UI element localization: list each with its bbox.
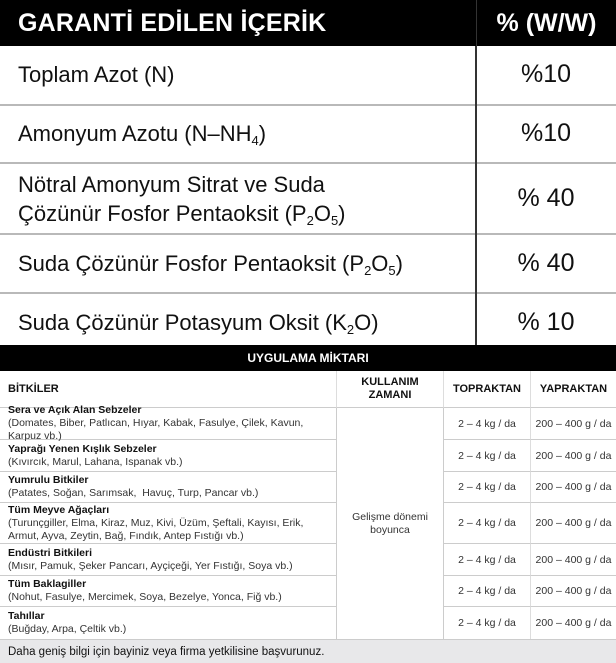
- header-soil: TOPRAKTAN: [444, 371, 531, 408]
- plant-group-detail: (Patates, Soğan, Sarımsak, Havuç, Turp, Pancar vb.): [8, 487, 259, 499]
- footer-note: Daha geniş bilgi için bayiniz veya firma yetkilisine başvurunuz.: [0, 639, 616, 663]
- soil-dose: 2 – 4 kg / da: [444, 544, 531, 576]
- plant-group-title: Sera ve Açık Alan Sebzeler: [8, 404, 142, 416]
- soil-dose: 2 – 4 kg / da: [444, 576, 531, 607]
- plant-row: [0, 576, 337, 607]
- component-value: %10: [520, 60, 572, 88]
- composition-row: [0, 294, 616, 345]
- composition-row: [0, 235, 616, 294]
- plant-row: [0, 472, 337, 503]
- name-text: O: [371, 251, 389, 276]
- header-foliar: YAPRAKTAN: [531, 371, 616, 408]
- subscript: 2: [346, 322, 355, 337]
- header-usage-time: [337, 371, 444, 408]
- application-table: [0, 371, 616, 639]
- composition-header: [0, 0, 616, 46]
- name-line: [18, 199, 346, 228]
- plant-row: [0, 544, 337, 576]
- header-usage-time-text: KULLANIM ZAMANI: [361, 376, 419, 401]
- plant-group-title: Yumrulu Bitkiler: [8, 474, 89, 486]
- name-text: Amonyum Azotu (N–NH: [18, 121, 252, 146]
- plant-row: [0, 607, 337, 639]
- plant-row: [0, 440, 337, 472]
- plant-group-detail: (Mısır, Pamuk, Şeker Pancarı, Ayçiçeği, Yer Fıstığı, Soya vb.): [8, 559, 293, 572]
- name-text: O): [354, 310, 379, 335]
- plant-group-detail: (Nohut, Fasulye, Mercimek, Soya, Bezelye, Yonca, Fiğ vb.): [8, 591, 282, 603]
- composition-row: [0, 106, 616, 164]
- name-line: Nötral Amonyum Sitrat ve Suda: [18, 172, 325, 197]
- component-name: [18, 119, 266, 148]
- name-text: ): [258, 121, 267, 146]
- plant-group-title: Tüm Baklagiller: [8, 578, 87, 590]
- plant-group-detail: (Turunçgiller, Elma, Kiraz, Muz, Kivi, Üzüm, Şeftali, Kayısı, Erik, Armut, Ayva, Zeytin, Bağ, Fındık, Antep Fıstığı vb.): [8, 516, 304, 542]
- foliar-dose: 200 – 400 g / da: [531, 440, 616, 472]
- soil-dose: 2 – 4 kg / da: [444, 440, 531, 472]
- name-text: O: [313, 201, 331, 226]
- component-value: %10: [520, 119, 572, 147]
- name-text: Çözünür Fosfor Pentaoksit (P: [18, 201, 307, 226]
- soil-dose: 2 – 4 kg / da: [444, 408, 531, 440]
- plant-group-title: Yaprağı Yenen Kışlık Sebzeler: [8, 442, 157, 455]
- plant-group-title: Tüm Meyve Ağaçları: [8, 503, 110, 516]
- composition-row: [0, 164, 616, 235]
- component-name: [18, 249, 403, 278]
- content-header-label: GARANTİ EDİLEN İÇERİK: [18, 9, 327, 37]
- foliar-dose: 200 – 400 g / da: [531, 576, 616, 607]
- plant-row: [0, 404, 337, 442]
- component-name: [18, 308, 379, 337]
- composition-row: [0, 46, 616, 106]
- foliar-dose: 200 – 400 g / da: [531, 408, 616, 440]
- header-plants: BİTKİLER: [0, 371, 337, 408]
- component-name: Toplam Azot (N): [18, 62, 175, 87]
- component-value: % 40: [517, 249, 575, 277]
- plant-group-title: Endüstri Bitkileri: [8, 546, 93, 559]
- foliar-dose: 200 – 400 g / da: [535, 617, 612, 629]
- application-title: UYGULAMA MİKTARI: [0, 345, 616, 371]
- subscript: 2: [364, 263, 372, 278]
- plant-row: [0, 503, 337, 544]
- component-value: % 40: [517, 184, 575, 212]
- percent-header-label: % (W/W): [476, 0, 616, 46]
- subscript: 4: [251, 133, 259, 148]
- name-text: Suda Çözünür Fosfor Pentaoksit (P: [18, 251, 365, 276]
- plant-group-detail: (Domates, Biber, Patlıcan, Hıyar, Kabak, Fasulye, Çilek, Kavun, Karpuz vb.): [8, 417, 304, 442]
- column-divider: [475, 46, 477, 345]
- component-value: % 10: [517, 308, 575, 336]
- subscript: 5: [388, 263, 396, 278]
- soil-dose: 2 – 4 kg / da: [444, 503, 531, 544]
- foliar-dose: 200 – 400 g / da: [531, 503, 616, 544]
- name-text: ): [338, 201, 346, 226]
- name-text: Suda Çözünür Potasyum Oksit (K: [18, 310, 347, 335]
- component-name: [18, 170, 346, 228]
- plant-group-detail: (Kıvırcık, Marul, Lahana, Ispanak vb.): [8, 455, 183, 468]
- foliar-dose: 200 – 400 g / da: [531, 472, 616, 503]
- name-text: ): [395, 251, 403, 276]
- soil-dose: 2 – 4 kg / da: [444, 607, 531, 639]
- usage-time-cell: Gelişme dönemi boyunca: [337, 408, 444, 639]
- subscript: 5: [330, 213, 339, 228]
- plant-group-detail: (Buğday, Arpa, Çeltik vb.): [8, 623, 127, 635]
- soil-dose: 2 – 4 kg / da: [444, 472, 531, 503]
- foliar-dose: 200 – 400 g / da: [531, 544, 616, 576]
- subscript: 2: [306, 213, 314, 228]
- plant-group-title: Tahıllar: [8, 610, 45, 622]
